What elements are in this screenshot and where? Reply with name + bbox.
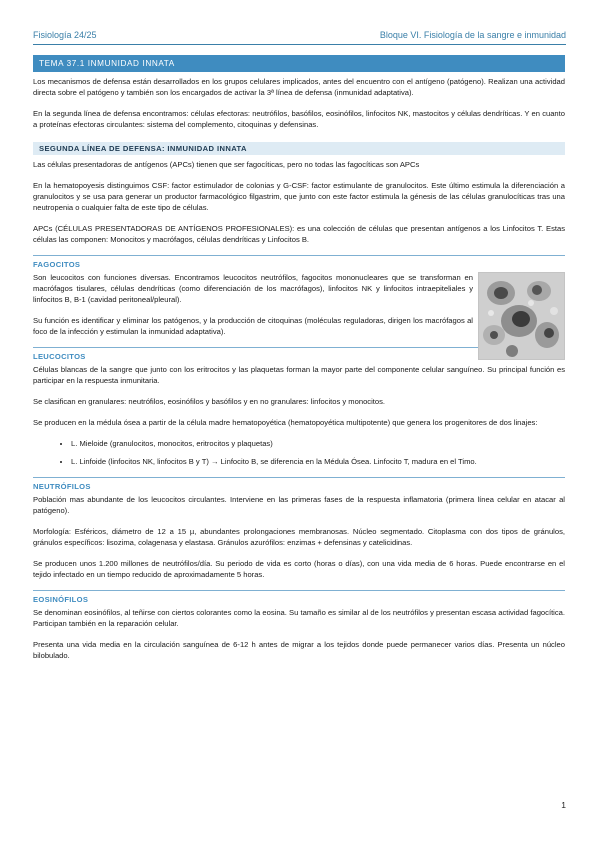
topic-title: TEMA 37.1 INMUNIDAD INNATA (33, 55, 565, 72)
lineage-list (33, 438, 565, 467)
leucocitos-paragraph: Se clasifican en granulares: neutrófilos, eosinófilos y basófilos y en no granulares: linfocitos y monocitos. (33, 397, 386, 406)
document-body (33, 55, 565, 661)
section-heading: SEGUNDA LÍNEA DE DEFENSA: INMUNIDAD INNATA (33, 142, 565, 155)
list-item: • L. Linfoide (linfocitos NK, linfocitos B y T) → Linfocito B, se diferencia en la Médula Ósea. Linfocito T, madura en el Timo. (71, 456, 565, 467)
section-paragraph: En la hematopoyesis distinguimos CSF: factor estimulador de colonias y G-CSF: factor estimulante de granulocitos. Este último estimula la diferenciación a granulocitos y se usa para generar un productor farmacológico filgastrim, que junto con este factor estimula la génesis de las células granulocíticas tras una neutropenia o cualquier falta de este tipo de células. (33, 181, 565, 212)
neutrofilos-paragraph: Población mas abundante de los leucocitos circulantes. Interviene en las primeras fases de la respuesta inflamatoria (primera línea celular en atacar al patógeno). (33, 495, 565, 515)
fagocitos-paragraph: Son leucocitos con funciones diversas. Encontramos leucocitos neutrófilos, fagocitos mononucleares que se transforman en macrófagos tisulares, células dendríticas (como diferenciación de los macrófagos), linfocitos NK y linfocitos intraepiteliales y linfocitos B, B-1 (cavidad peritoneal/pleural). (33, 273, 473, 304)
neutrofilos-paragraph: Se producen unos 1.200 millones de neutrófilos/día. Su periodo de vida es corto (horas o días), con una vida media de 6 horas. Puede encontrarse en el tejido infectado en un tiempo reducido de aproximadamente 5 horas. (33, 559, 565, 579)
fagocitos-block (33, 272, 565, 337)
leucocitos-paragraph: Se producen en la médula ósea a partir de la célula madre hematopoyética (hematopoyética multipotente) que genera los progenitores de dos linajes: (33, 418, 538, 427)
header-block: Bloque VI. Fisiología de la sangre e inmunidad (379, 30, 566, 40)
header-divider (33, 44, 566, 45)
neutrofilos-paragraph: Morfología: Esféricos, diámetro de 12 a 15 µ, abundantes prolongaciones membranosas. Núcleo segmentado. Citoplasma con dos tipos de gránulos, gránulos específicos: lisozima, colagenasa y elastasa. Gránulos azurófilos: enzimas + defensinas y catelicidinas. (33, 527, 565, 547)
intro-paragraph: Los mecanismos de defensa están desarrollados en los grupos celulares implicados, antes del encuentro con el antígeno (patógeno). Realizan una actividad directa sobre el patógeno y también son los encargados de activar la 3ª línea de defensa (inmunidad adaptativa). (33, 77, 565, 97)
intro-paragraph: En la segunda línea de defensa encontramos: células efectoras: neutrófilos, basófilos, eosinófilos, linfocitos NK, mastocitos y células dendríticas. Y en cuanto a proteínas efectoras circulantes: sistema del complemento, citoquinas y defensinas. (33, 109, 565, 129)
fagocitos-paragraph: Su función es identificar y eliminar los patógenos, y la producción de citoquinas (moléculas reguladoras, dirigen los macrófagos al foco de la infección y estimulan la inmunidad adaptativa). (33, 316, 473, 336)
subsection-heading-fagocitos: FAGOCITOS (33, 255, 565, 270)
section-paragraph: Las células presentadoras de antígenos (APCs) tienen que ser fagocíticas, pero no todas las fagocíticas son APCs (33, 160, 420, 169)
leucocitos-paragraph: Células blancas de la sangre que junto con los eritrocitos y las plaquetas forman la mayor parte del componente celular sanguíneo. Su principal función es participar en la respuesta inmunitaria. (33, 365, 565, 385)
subsection-heading-eosinofilos: EOSINÓFILOS (33, 590, 565, 605)
page-header (33, 30, 566, 44)
eosinofilos-paragraph: Se denominan eosinófilos, al teñirse con ciertos colorantes como la eosina. Su tamaño es similar al de los neutrófilos y presentan escasa actividad fagocítica. Participan también en la reparación celular. (33, 608, 565, 628)
micrograph-image (478, 272, 565, 360)
eosinofilos-paragraph: Presenta una vida media en la circulación sanguínea de 6-12 h antes de migrar a los tejidos donde puede permanecer varios días. Presenta un núcleo bilobulado. (33, 640, 565, 660)
subsection-heading-leucocitos: LEUCOCITOS (33, 347, 565, 362)
page-number: 1 (561, 800, 566, 810)
subsection-heading-neutrofilos: NEUTRÓFILOS (33, 477, 565, 492)
section-paragraph: APCs (CÉLULAS PRESENTADORAS DE ANTÍGENOS PROFESIONALES): es una colección de células que presentan antígenos a los Linfocitos T. Estas células las componen: Monocitos y macrófagos, células dendríticas y Linfocitos B. (33, 224, 565, 244)
header-course: Fisiología 24/25 (33, 30, 97, 40)
list-item: • L. Mieloide (granulocitos, monocitos, eritrocitos y plaquetas) (71, 438, 565, 449)
